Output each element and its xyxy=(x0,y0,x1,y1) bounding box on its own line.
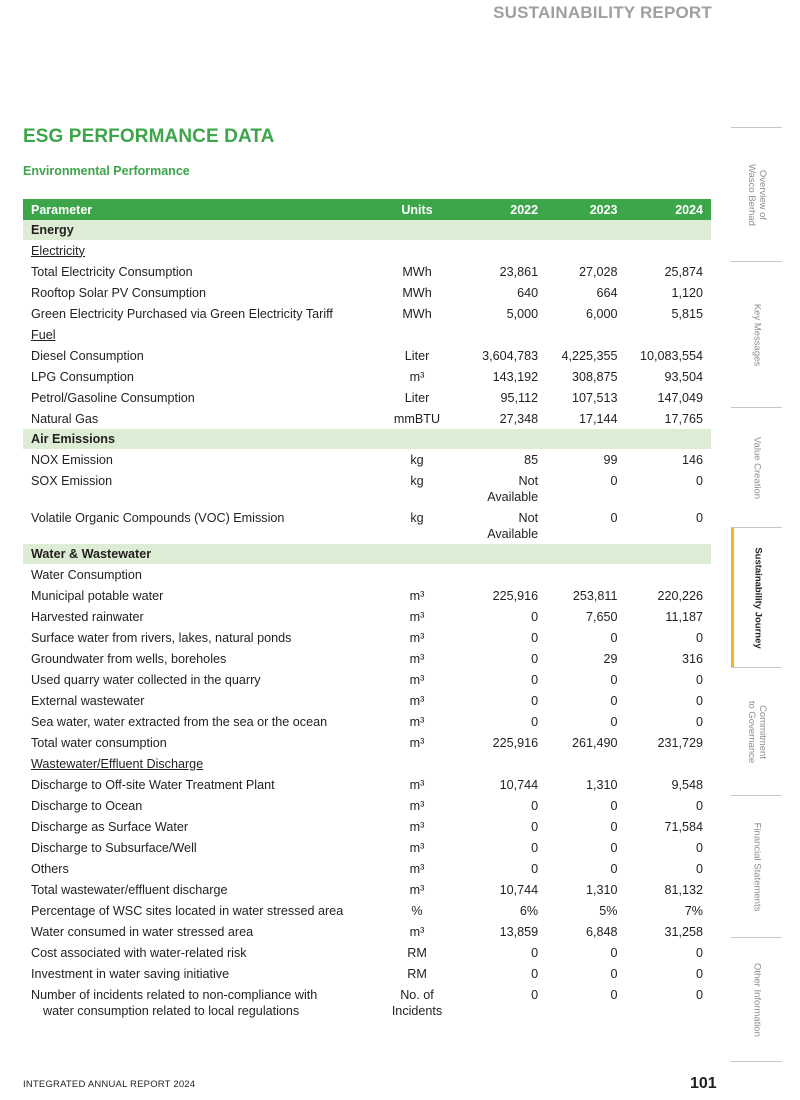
parameter-cell: Sea water, water extracted from the sea or the ocean xyxy=(31,714,328,729)
parameter-cell: NOX Emission xyxy=(31,452,113,467)
table-row xyxy=(23,408,711,429)
value-2022-cell: 0 xyxy=(531,672,539,687)
units-cell: RM xyxy=(407,945,427,960)
parameter-cell: Cost associated with water-related risk xyxy=(31,945,247,960)
value-2024-cell: 0 xyxy=(695,714,703,729)
units-cell: MWh xyxy=(402,285,432,300)
esg-performance-table xyxy=(23,199,711,1021)
units-cell: m³ xyxy=(409,651,425,666)
units-cell: m³ xyxy=(409,588,425,603)
value-2022-cell: 0 xyxy=(531,651,539,666)
value-2023-cell: 6,848 xyxy=(585,924,618,939)
value-2024-cell: 0 xyxy=(695,798,703,813)
value-2022-cell: 0 xyxy=(531,861,539,876)
units-cell: kg xyxy=(410,452,424,467)
nav-tab-other-information[interactable] xyxy=(731,937,782,1061)
value-2023-cell: 0 xyxy=(610,510,618,525)
parameter-cell: SOX Emission xyxy=(31,473,113,488)
nav-tab-financial-statements[interactable] xyxy=(731,795,782,937)
value-2024-cell: 316 xyxy=(681,651,703,666)
value-2023-cell: 6,000 xyxy=(585,306,618,321)
table-row xyxy=(23,921,711,942)
value-2022-cell: 0 xyxy=(531,945,539,960)
col-header-2022: 2022 xyxy=(467,199,546,220)
value-2023-cell: 0 xyxy=(610,798,618,813)
value-2022-cell: Not Available xyxy=(487,510,539,541)
table-row xyxy=(23,387,711,408)
value-2024-cell: 0 xyxy=(695,966,703,981)
table-row xyxy=(23,942,711,963)
value-2022-cell: 143,192 xyxy=(492,369,539,384)
value-2024-cell: 0 xyxy=(695,987,703,1002)
table-row xyxy=(23,774,711,795)
value-2022-cell: 6% xyxy=(519,903,539,918)
category-row-water xyxy=(23,544,711,564)
value-2024-cell: 25,874 xyxy=(664,264,703,279)
report-header: SUSTAINABILITY REPORT xyxy=(493,3,712,22)
value-2023-cell: 0 xyxy=(610,840,618,855)
nav-tab-overview[interactable] xyxy=(731,127,782,261)
subheading-label: Electricity xyxy=(31,243,85,258)
table-row xyxy=(23,303,711,324)
table-row xyxy=(23,858,711,879)
nav-tab-label: Other Information xyxy=(751,962,762,1037)
subheading-label: Wastewater/Effluent Discharge xyxy=(31,756,204,771)
table-row xyxy=(23,366,711,387)
parameter-cell: Percentage of WSC sites located in water stressed area xyxy=(31,903,344,918)
parameter-cell: LPG Consumption xyxy=(31,369,134,384)
value-2023-cell: 5% xyxy=(599,903,618,918)
value-2023-cell: 0 xyxy=(610,630,618,645)
value-2024-cell: 9,548 xyxy=(671,777,703,792)
units-cell: Liter xyxy=(404,390,430,405)
parameter-cell: Total Electricity Consumption xyxy=(31,264,193,279)
units-cell: RM xyxy=(407,966,427,981)
value-2024-cell: 0 xyxy=(695,672,703,687)
parameter-cell: Volatile Organic Compounds (VOC) Emission xyxy=(31,510,285,525)
units-cell: mmBTU xyxy=(393,411,441,426)
parameter-cell: Others xyxy=(31,861,69,876)
units-cell: m³ xyxy=(409,798,425,813)
units-cell: MWh xyxy=(402,306,432,321)
value-2024-cell: 0 xyxy=(695,473,703,488)
category-row-air-emissions xyxy=(23,429,711,449)
units-cell: m³ xyxy=(409,924,425,939)
value-2024-cell: 0 xyxy=(695,693,703,708)
value-2022-cell: 3,604,783 xyxy=(482,348,539,363)
units-cell: m³ xyxy=(409,840,425,855)
value-2024-cell: 0 xyxy=(695,945,703,960)
table-row xyxy=(23,984,711,1021)
value-2024-cell: 220,226 xyxy=(657,588,703,603)
nav-tab-value-creation[interactable] xyxy=(731,407,782,527)
table-header-row xyxy=(23,199,711,220)
table-row xyxy=(23,606,711,627)
table-row xyxy=(23,690,711,711)
value-2024-cell: 93,504 xyxy=(664,369,703,384)
parameter-cell: Number of incidents related to non-compliance with water consumption related to local regulations xyxy=(31,987,318,1018)
value-2023-cell: 308,875 xyxy=(571,369,618,384)
value-2023-cell: 4,225,355 xyxy=(561,348,618,363)
value-2024-cell: 0 xyxy=(695,840,703,855)
value-2022-cell: 10,744 xyxy=(499,777,539,792)
parameter-cell: Rooftop Solar PV Consumption xyxy=(31,285,207,300)
value-2024-cell: 0 xyxy=(695,861,703,876)
subheading-wastewater-discharge xyxy=(23,753,711,774)
table-row xyxy=(23,963,711,984)
value-2024-cell: 31,258 xyxy=(664,924,703,939)
value-2022-cell: 0 xyxy=(531,630,539,645)
units-cell: m³ xyxy=(409,861,425,876)
value-2024-cell: 81,132 xyxy=(664,882,703,897)
table-row xyxy=(23,669,711,690)
value-2023-cell: 27,028 xyxy=(578,264,618,279)
value-2023-cell: 7,650 xyxy=(585,609,618,624)
units-cell: kg xyxy=(410,473,424,488)
units-cell: m³ xyxy=(409,369,425,384)
parameter-cell: Used quarry water collected in the quarry xyxy=(31,672,261,687)
value-2023-cell: 0 xyxy=(610,714,618,729)
value-2023-cell: 664 xyxy=(596,285,618,300)
units-cell: Liter xyxy=(404,348,430,363)
value-2022-cell: 0 xyxy=(531,714,539,729)
value-2022-cell: 0 xyxy=(531,819,539,834)
value-2022-cell: 0 xyxy=(531,840,539,855)
table-row xyxy=(23,900,711,921)
parameter-cell: Discharge as Surface Water xyxy=(31,819,189,834)
value-2022-cell: 27,348 xyxy=(499,411,539,426)
table-row xyxy=(23,585,711,606)
units-cell: m³ xyxy=(409,672,425,687)
col-header-parameter: Parameter xyxy=(23,199,367,220)
value-2024-cell: 7% xyxy=(684,903,703,918)
subheading-label: Fuel xyxy=(31,327,56,342)
units-cell: m³ xyxy=(409,777,425,792)
units-cell: No. of Incidents xyxy=(391,987,443,1018)
nav-tab-label: Sustainability Journey xyxy=(752,546,764,649)
value-2023-cell: 0 xyxy=(610,945,618,960)
value-2024-cell: 10,083,554 xyxy=(639,348,703,363)
value-2023-cell: 0 xyxy=(610,987,618,1002)
subheading-fuel xyxy=(23,324,711,345)
units-cell: m³ xyxy=(409,630,425,645)
parameter-cell: Water consumed in water stressed area xyxy=(31,924,254,939)
subheading-electricity xyxy=(23,240,711,261)
category-label: Water & Wastewater xyxy=(23,544,711,564)
units-cell: % xyxy=(411,903,423,918)
value-2024-cell: 11,187 xyxy=(665,609,703,624)
value-2022-cell: 225,916 xyxy=(492,735,539,750)
value-2023-cell: 17,144 xyxy=(578,411,618,426)
value-2023-cell: 1,310 xyxy=(585,777,618,792)
parameter-cell: Total water consumption xyxy=(31,735,167,750)
value-2023-cell: 1,310 xyxy=(585,882,618,897)
table-row xyxy=(23,837,711,858)
parameter-cell: Groundwater from wells, boreholes xyxy=(31,651,227,666)
parameter-cell: Investment in water saving initiative xyxy=(31,966,230,981)
units-cell: m³ xyxy=(409,882,425,897)
category-label: Energy xyxy=(23,220,711,240)
nav-tab-sustainability-journey[interactable] xyxy=(731,527,782,667)
units-cell: kg xyxy=(410,510,424,525)
parameter-cell: Surface water from rivers, lakes, natural ponds xyxy=(31,630,292,645)
table-row xyxy=(23,795,711,816)
table-row xyxy=(23,648,711,669)
nav-tab-label: Value Creation xyxy=(751,436,762,499)
nav-tab-label: Key Messages xyxy=(751,303,762,366)
parameter-cell: Green Electricity Purchased via Green Electricity Tariff xyxy=(31,306,333,321)
value-2024-cell: 17,765 xyxy=(664,411,703,426)
value-2023-cell: 0 xyxy=(610,693,618,708)
value-2024-cell: 147,049 xyxy=(657,390,703,405)
value-2023-cell: 253,811 xyxy=(572,588,618,603)
value-2023-cell: 107,513 xyxy=(571,390,618,405)
table-row xyxy=(23,282,711,303)
table-row xyxy=(23,507,711,544)
section-title: Environmental Performance xyxy=(23,164,190,178)
parameter-cell: Discharge to Subsurface/Well xyxy=(31,840,197,855)
units-cell: m³ xyxy=(409,735,425,750)
units-cell: MWh xyxy=(402,264,432,279)
value-2022-cell: 23,861 xyxy=(499,264,539,279)
table-row xyxy=(23,261,711,282)
page-title: ESG PERFORMANCE DATA xyxy=(23,126,275,147)
value-2023-cell: 0 xyxy=(610,861,618,876)
table-row xyxy=(23,816,711,837)
category-label: Air Emissions xyxy=(23,429,711,449)
value-2022-cell: 0 xyxy=(531,693,539,708)
table-row xyxy=(23,345,711,366)
value-2024-cell: 1,120 xyxy=(671,285,703,300)
parameter-cell: Discharge to Ocean xyxy=(31,798,143,813)
col-header-units: Units xyxy=(367,199,466,220)
value-2023-cell: 0 xyxy=(610,966,618,981)
units-cell: m³ xyxy=(409,609,425,624)
value-2022-cell: Not Available xyxy=(487,473,539,504)
nav-tab-key-messages[interactable] xyxy=(731,261,782,407)
parameter-cell: Natural Gas xyxy=(31,411,99,426)
parameter-cell: Diesel Consumption xyxy=(31,348,144,363)
nav-tab-governance[interactable] xyxy=(731,667,782,795)
table-row xyxy=(23,470,711,507)
page-number: 101 xyxy=(690,1075,717,1092)
value-2023-cell: 99 xyxy=(603,452,618,467)
value-2022-cell: 85 xyxy=(524,452,539,467)
units-cell: m³ xyxy=(409,714,425,729)
value-2022-cell: 640 xyxy=(517,285,539,300)
value-2024-cell: 0 xyxy=(695,510,703,525)
value-2022-cell: 13,859 xyxy=(499,924,539,939)
table-row xyxy=(23,627,711,648)
parameter-cell: Discharge to Off-site Water Treatment Plant xyxy=(31,777,275,792)
nav-tab-label: Commitment to Governance xyxy=(745,700,768,763)
value-2022-cell: 95,112 xyxy=(500,390,539,405)
value-2022-cell: 0 xyxy=(531,987,539,1002)
parameter-cell: Petrol/Gasoline Consumption xyxy=(31,390,195,405)
value-2022-cell: 0 xyxy=(531,966,539,981)
subheading-label: Water Consumption xyxy=(31,567,142,582)
value-2023-cell: 0 xyxy=(610,473,618,488)
table-row xyxy=(23,449,711,470)
value-2022-cell: 225,916 xyxy=(492,588,539,603)
units-cell: m³ xyxy=(409,819,425,834)
footer-report-title: INTEGRATED ANNUAL REPORT 2024 xyxy=(23,1079,196,1090)
parameter-cell: Municipal potable water xyxy=(31,588,164,603)
category-row-energy xyxy=(23,220,711,240)
value-2023-cell: 0 xyxy=(610,819,618,834)
side-nav-divider xyxy=(731,1061,782,1062)
nav-tab-label: Financial Statements xyxy=(751,822,762,911)
col-header-2024: 2024 xyxy=(626,199,712,220)
value-2024-cell: 5,815 xyxy=(671,306,703,321)
parameter-cell: Total wastewater/effluent discharge xyxy=(31,882,228,897)
value-2022-cell: 0 xyxy=(531,609,539,624)
value-2022-cell: 10,744 xyxy=(499,882,539,897)
subheading-water-consumption xyxy=(23,564,711,585)
col-header-2023: 2023 xyxy=(546,199,625,220)
table-row xyxy=(23,711,711,732)
value-2022-cell: 5,000 xyxy=(506,306,539,321)
value-2022-cell: 0 xyxy=(531,798,539,813)
parameter-cell: External wastewater xyxy=(31,693,145,708)
table-row xyxy=(23,732,711,753)
value-2023-cell: 0 xyxy=(610,672,618,687)
value-2024-cell: 146 xyxy=(681,452,703,467)
value-2023-cell: 261,490 xyxy=(571,735,618,750)
nav-tab-label: Overview of Wasco Berhad xyxy=(745,163,768,226)
value-2024-cell: 71,584 xyxy=(664,819,703,834)
value-2024-cell: 0 xyxy=(695,630,703,645)
parameter-cell: Harvested rainwater xyxy=(31,609,144,624)
value-2023-cell: 29 xyxy=(603,651,618,666)
value-2024-cell: 231,729 xyxy=(657,735,703,750)
units-cell: m³ xyxy=(409,693,425,708)
table-row xyxy=(23,879,711,900)
